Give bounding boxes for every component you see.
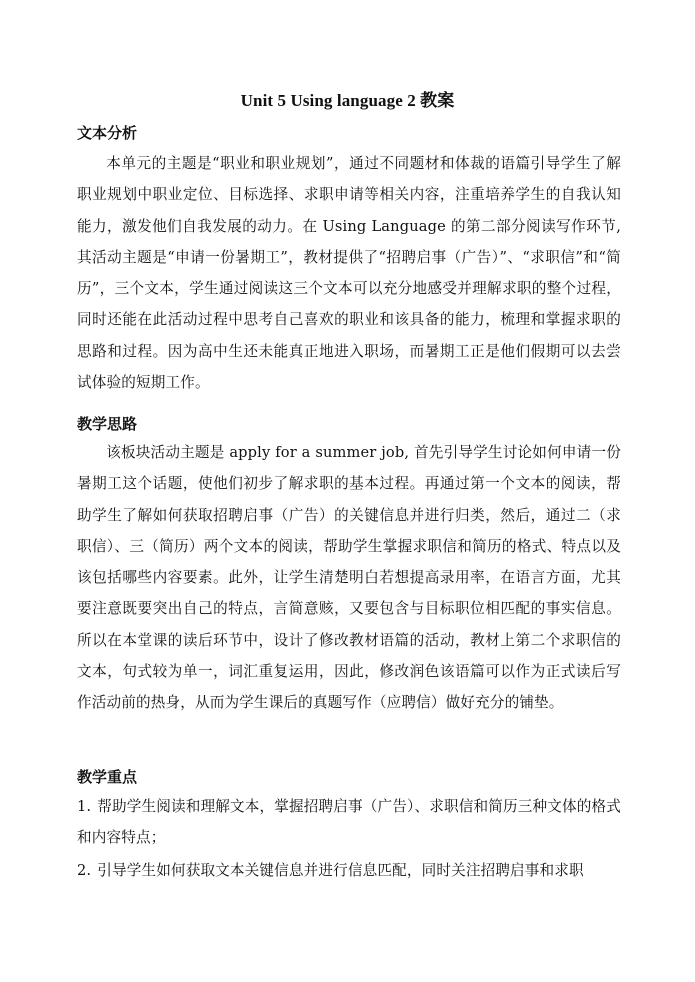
document-title: Unit 5 Using language 2 教案 bbox=[240, 91, 455, 110]
list-item-text: 引导学生如何获取文本关键信息并进行信息匹配，同时关注招聘启事和求职 bbox=[97, 862, 584, 879]
section-paragraph-text-analysis: 本单元的主题是“职业和职业规划”，通过不同题材和体裁的语篇引导学生了解职业规划中职业定位、目标选择、求职申请等相关内容，注重培养学生的自我认知能力，激发他们自我发展的动力。在 Using Language 的第二部分阅读写作环节, 其活动主题是“申请一份暑期工”，教材提供了“招聘启事（广告）”、“求职信”和“简历”，三个文本，学生通过阅读这三个文本可以充分地感受并理解求职的整个过程，同时还能在此活动过程中思考自己喜欢的职业和该具备的能力，梳理和掌握求职的思路和过程。因为高中生还未能真正地进入职场，而暑期工正是他们假期可以去尝试体验的短期工作。 bbox=[77, 155, 621, 392]
list-item-number: 1. bbox=[77, 798, 92, 815]
list-item bbox=[77, 791, 621, 854]
section-heading-teaching-focus: 教学重点 bbox=[77, 768, 138, 786]
section-heading-text-analysis: 文本分析 bbox=[77, 124, 138, 142]
list-item-text: 帮助学生阅读和理解文本，掌握招聘启事（广告）、求职信和简历三种文体的格式和内容特点； bbox=[77, 798, 621, 847]
section-heading-teaching-approach: 教学思路 bbox=[77, 415, 138, 433]
section-paragraph-teaching-approach: 该板块活动主题是 apply for a summer job, 首先引导学生讨论如何申请一份暑期工这个话题，使他们初步了解求职的基本过程。再通过第一个文本的阅读，帮助学生了解如何获取招聘启事（广告）的关键信息并进行归类，然后，通过二（求职信）、三（简历）两个文本的阅读，帮助学生掌握求职信和简历的格式、特点以及该包括哪些内容要素。此外，让学生清楚明白若想提高录用率，在语言方面，尤其要注意既要突出自己的特点，言简意赅，又要包含与目标职位相匹配的事实信息。所以在本堂课的读后环节中，设计了修改教材语篇的活动，教材上第二个求职信的文本，句式较为单一，词汇重复运用，因此，修改润色该语篇可以作为正式读后写作活动前的热身，从而为学生课后的真题写作（应聘信）做好充分的铺垫。 bbox=[77, 444, 621, 712]
list-item-number: 2. bbox=[77, 862, 92, 879]
list-item bbox=[77, 855, 621, 886]
